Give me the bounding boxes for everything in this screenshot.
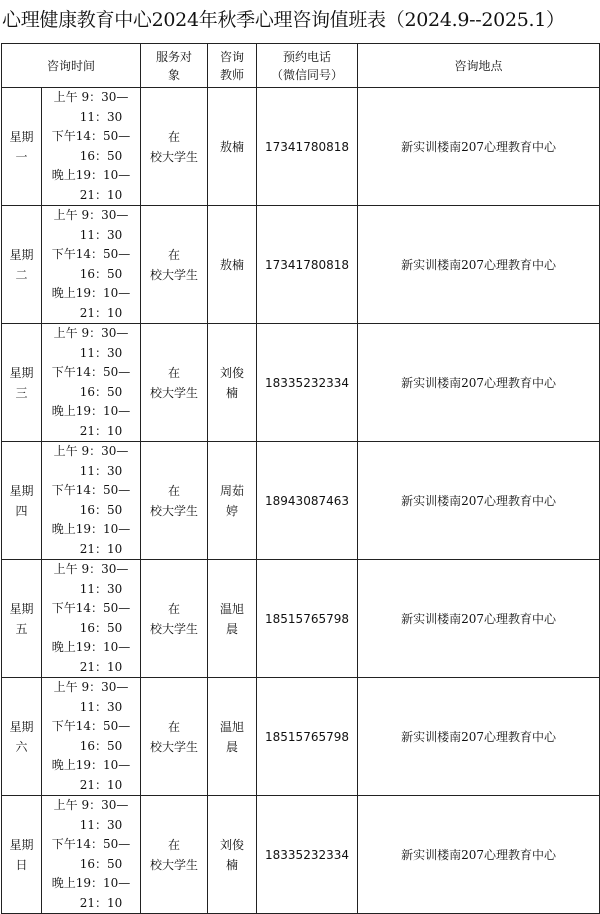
table-row (2, 678, 600, 796)
phone-cell: 18335232334 (257, 324, 358, 442)
location-cell: 新实训楼南207心理教育中心 (358, 442, 600, 560)
hours-cell: 上午 9：30— 11：30 下午14：50— 16：50 晚上19：10— 21：10 (42, 442, 141, 560)
table-row (2, 796, 600, 914)
teacher-cell: 刘俊 楠 (208, 796, 257, 914)
teacher-cell: 敖楠 (208, 88, 257, 206)
table-row (2, 206, 600, 324)
weekday-cell: 星期 五 (2, 560, 42, 678)
phone-cell: 18335232334 (257, 796, 358, 914)
target-cell: 在 校大学生 (141, 88, 208, 206)
teacher-cell: 周茹 婷 (208, 442, 257, 560)
target-cell: 在 校大学生 (141, 796, 208, 914)
weekday-cell: 星期 四 (2, 442, 42, 560)
target-cell: 在 校大学生 (141, 678, 208, 796)
hours-cell: 上午 9：30— 11：30 下午14：50— 16：50 晚上19：10— 21：10 (42, 678, 141, 796)
phone-cell: 18943087463 (257, 442, 358, 560)
weekday-cell: 星期 一 (2, 88, 42, 206)
location-cell: 新实训楼南207心理教育中心 (358, 560, 600, 678)
weekday-cell: 星期 三 (2, 324, 42, 442)
location-cell: 新实训楼南207心理教育中心 (358, 88, 600, 206)
target-cell: 在 校大学生 (141, 560, 208, 678)
location-cell: 新实训楼南207心理教育中心 (358, 324, 600, 442)
teacher-cell: 刘俊 楠 (208, 324, 257, 442)
header-teacher: 咨询 教师 (208, 44, 257, 88)
teacher-cell: 敖楠 (208, 206, 257, 324)
hours-cell: 上午 9：30— 11：30 下午14：50— 16：50 晚上19：10— 21：10 (42, 88, 141, 206)
header-target: 服务对 象 (141, 44, 208, 88)
table-row (2, 560, 600, 678)
header-row (2, 44, 600, 88)
page-title: 心理健康教育中心2024年秋季心理咨询值班表（2024.9--2025.1） (2, 9, 565, 31)
header-phone: 预约电话 （微信同号） (257, 44, 358, 88)
weekday-cell: 星期 日 (2, 796, 42, 914)
location-cell: 新实训楼南207心理教育中心 (358, 796, 600, 914)
teacher-cell: 温旭 晨 (208, 560, 257, 678)
hours-cell: 上午 9：30— 11：30 下午14：50— 16：50 晚上19：10— 21：10 (42, 206, 141, 324)
hours-cell: 上午 9：30— 11：30 下午14：50— 16：50 晚上19：10— 21：10 (42, 796, 141, 914)
header-place: 咨询地点 (358, 44, 600, 88)
target-cell: 在 校大学生 (141, 442, 208, 560)
table-row (2, 442, 600, 560)
phone-cell: 17341780818 (257, 206, 358, 324)
phone-cell: 18515765798 (257, 560, 358, 678)
hours-cell: 上午 9：30— 11：30 下午14：50— 16：50 晚上19：10— 21：10 (42, 324, 141, 442)
table-row (2, 324, 600, 442)
duty-schedule-table (1, 43, 600, 914)
phone-cell: 18515765798 (257, 678, 358, 796)
location-cell: 新实训楼南207心理教育中心 (358, 206, 600, 324)
phone-cell: 17341780818 (257, 88, 358, 206)
header-time: 咨询时间 (2, 44, 141, 88)
target-cell: 在 校大学生 (141, 324, 208, 442)
weekday-cell: 星期 六 (2, 678, 42, 796)
table-row (2, 88, 600, 206)
hours-cell: 上午 9：30— 11：30 下午14：50— 16：50 晚上19：10— 21：10 (42, 560, 141, 678)
teacher-cell: 温旭 晨 (208, 678, 257, 796)
weekday-cell: 星期 二 (2, 206, 42, 324)
location-cell: 新实训楼南207心理教育中心 (358, 678, 600, 796)
target-cell: 在 校大学生 (141, 206, 208, 324)
